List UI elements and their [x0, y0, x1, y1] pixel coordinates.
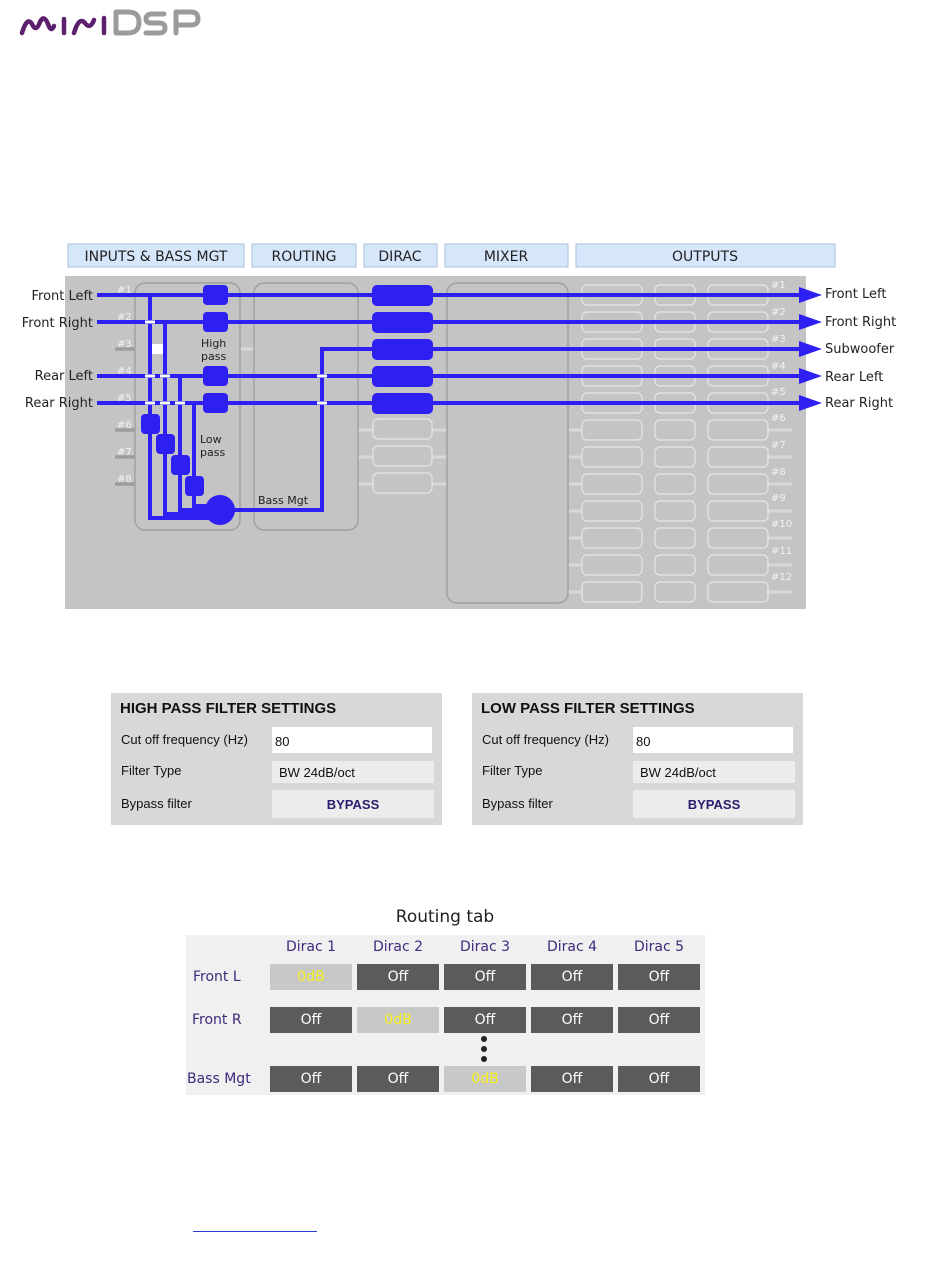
route-cell[interactable]: Off	[357, 1066, 439, 1092]
input-label-rear-left: Rear Left	[34, 369, 93, 384]
input-number: #6	[117, 420, 132, 431]
high-pass-note: pass	[201, 350, 227, 363]
output-number: #5	[771, 387, 786, 398]
footer-link-underline[interactable]	[193, 1215, 317, 1232]
output-number: #12	[771, 572, 793, 583]
dirac-active-blocks	[372, 285, 433, 414]
output-number: #6	[771, 413, 786, 424]
stage-label-inputs: INPUTS & BASS MGT	[84, 249, 228, 265]
low-pass-note: pass	[200, 446, 226, 459]
low-pass-filter-type-select[interactable]: BW 24dB/oct	[633, 761, 795, 783]
route-cell[interactable]: Off	[618, 964, 700, 990]
filter-type-label: Filter Type	[482, 763, 543, 778]
output-number: #4	[771, 361, 786, 372]
stage-label-dirac: DIRAC	[378, 249, 422, 265]
column-header: Dirac 4	[546, 939, 598, 955]
row-label-front-l: Front L	[193, 969, 241, 985]
output-number: #3	[771, 334, 786, 345]
high-pass-filter-type-select[interactable]: BW 24dB/oct	[272, 761, 434, 783]
output-label-rear-right: Rear Right	[825, 396, 894, 411]
column-header: Dirac 1	[285, 939, 337, 955]
high-pass-bypass-button[interactable]: BYPASS	[272, 790, 434, 818]
logo-n	[74, 20, 94, 33]
filter-type-label: Filter Type	[121, 763, 182, 778]
input-number: #5	[117, 393, 132, 404]
route-cell[interactable]: Off	[444, 1007, 526, 1033]
output-label-rear-left: Rear Left	[825, 370, 884, 385]
logo-dsp	[116, 12, 198, 33]
input-label-front-left: Front Left	[31, 289, 93, 304]
input-label-front-right: Front Right	[21, 316, 93, 331]
row-label-front-r: Front R	[192, 1012, 242, 1028]
output-number: #2	[771, 307, 786, 318]
output-label-front-right: Front Right	[825, 315, 897, 330]
row-label-bass-mgt: Bass Mgt	[187, 1071, 251, 1087]
stage-label-routing: ROUTING	[271, 249, 337, 265]
low-pass-note: Low	[200, 433, 222, 446]
signal-flow-diagram	[0, 236, 950, 616]
route-cell[interactable]: Off	[618, 1007, 700, 1033]
bass-mgt-note: Bass Mgt	[258, 494, 309, 507]
input-number: #4	[117, 366, 132, 377]
route-cell[interactable]: Off	[357, 964, 439, 990]
route-cell[interactable]: Off	[531, 964, 613, 990]
low-pass-cutoff-input[interactable]: 80	[633, 727, 793, 753]
more-rows-indicator	[479, 1035, 489, 1065]
column-header: Dirac 5	[633, 939, 685, 955]
high-pass-filter-panel	[111, 693, 442, 825]
route-cell[interactable]: 0dB	[270, 964, 352, 990]
output-label-front-left: Front Left	[825, 287, 887, 302]
output-number: #7	[771, 440, 786, 451]
column-header: Dirac 3	[459, 939, 511, 955]
stage-label-mixer: MIXER	[483, 249, 529, 265]
route-cell[interactable]: Off	[270, 1007, 352, 1033]
stage-label-outputs: OUTPUTS	[672, 249, 738, 265]
column-header: Dirac 2	[372, 939, 424, 955]
input-number: #1	[117, 285, 132, 296]
input-number: #8	[117, 474, 132, 485]
routing-matrix	[186, 935, 705, 1095]
routing-caption: Routing tab	[395, 907, 495, 927]
input-number: #2	[117, 312, 132, 323]
channel-3-marker	[151, 344, 164, 354]
output-label-subwoofer: Subwoofer	[825, 342, 895, 357]
high-pass-note: High	[201, 337, 227, 350]
cutoff-label: Cut off frequency (Hz)	[121, 732, 248, 747]
route-cell[interactable]: Off	[531, 1007, 613, 1033]
cutoff-label: Cut off frequency (Hz)	[482, 732, 609, 747]
low-pass-filter-panel	[472, 693, 803, 825]
high-pass-cutoff-input[interactable]: 80	[272, 727, 432, 753]
low-pass-bypass-button[interactable]: BYPASS	[633, 790, 795, 818]
input-number: #3	[117, 339, 132, 350]
route-cell[interactable]: Off	[270, 1066, 352, 1092]
output-number: #11	[771, 546, 793, 557]
low-pass-title: LOW PASS FILTER SETTINGS	[481, 700, 695, 717]
output-number: #9	[771, 493, 786, 504]
bypass-label: Bypass filter	[482, 796, 553, 811]
bypass-label: Bypass filter	[121, 796, 192, 811]
route-cell[interactable]: Off	[618, 1066, 700, 1092]
input-label-rear-right: Rear Right	[24, 396, 93, 411]
minidsp-logo	[18, 2, 223, 42]
logo-m	[22, 18, 54, 33]
route-cell[interactable]: Off	[444, 964, 526, 990]
route-cell[interactable]: 0dB	[444, 1066, 526, 1092]
output-number: #10	[771, 519, 793, 530]
bass-mgt-sum-node	[205, 495, 235, 525]
route-cell[interactable]: 0dB	[357, 1007, 439, 1033]
output-number: #8	[771, 467, 786, 478]
high-pass-title: HIGH PASS FILTER SETTINGS	[120, 700, 337, 717]
route-cell[interactable]: Off	[531, 1066, 613, 1092]
input-number: #7	[117, 447, 132, 458]
output-number: #1	[771, 280, 786, 291]
